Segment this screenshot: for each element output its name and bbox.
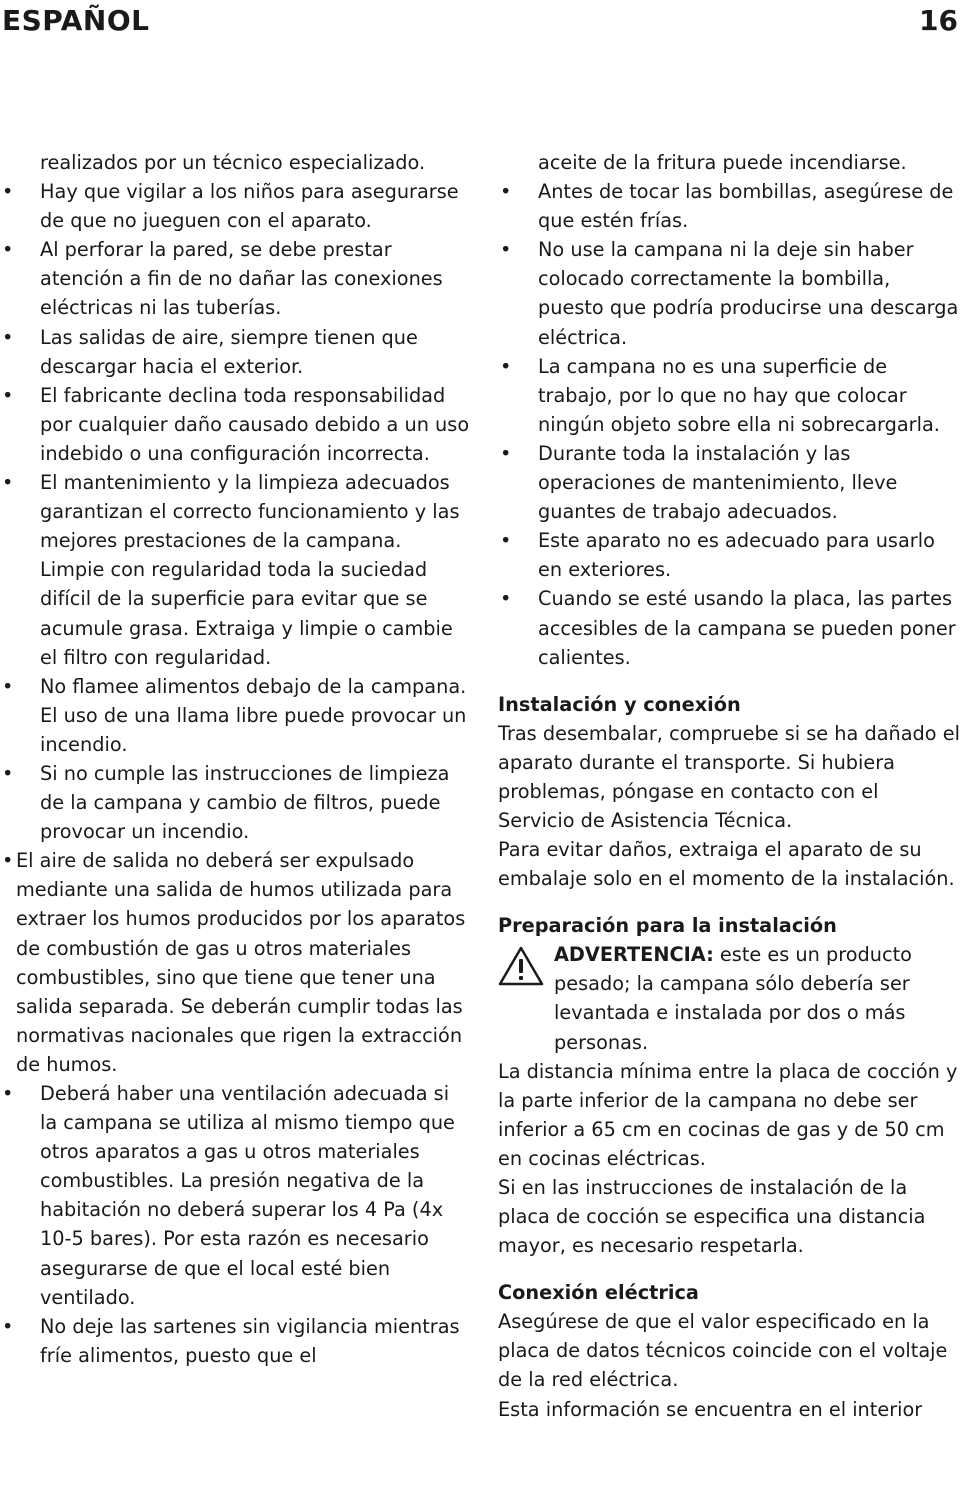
warning-label: ADVERTENCIA: <box>554 943 714 967</box>
left-column <box>0 148 470 1370</box>
section-title-electrical: Conexión eléctrica <box>498 1281 699 1305</box>
safety-list-left <box>0 177 470 1370</box>
list-item: • El aire de salida no deberá ser expulsado mediante una salida de humos utilizada para extraer los humos producidos por los aparatos de combustión de gas u otros materiales combustibles, sino que tiene que tener una salida separada. Se deberán cumplir todas las normativas nacionales que rigen la extracción de humos. <box>0 846 470 1079</box>
installation-text: Tras desembalar, compruebe si se ha dañado el aparato durante el transporte. Si hubiera problemas, póngase en contacto con el Servicio de Asistencia Técnica. <box>498 721 960 832</box>
continuation-text: aceite de la fritura puede incendiarse. <box>538 151 907 174</box>
list-item: • La campana no es una superficie de trabajo, por lo que no hay que colocar ningún objeto sobre ella ni sobrecargarla. <box>498 352 960 439</box>
page-number: 16 <box>919 4 958 37</box>
page-header <box>0 0 960 46</box>
list-item: • Antes de tocar las bombillas, asegúrese de que estén frías. <box>498 177 960 235</box>
warning-block <box>498 940 960 1056</box>
list-item: • No use la campana ni la deje sin haber colocado correctamente la bombilla, puesto que podría producirse una descarga eléctrica. <box>498 235 960 351</box>
list-item: • Deberá haber una ventilación adecuada si la campana se utiliza al mismo tiempo que otros aparatos a gas u otros materiales combustibles. La presión negativa de la habitación no deberá superar los 4 Pa (4x 10-5 bares). Por esta razón es necesario asegurarse de que el local esté bien ventilado. <box>0 1079 470 1312</box>
list-item: • No flamee alimentos debajo de la campana. El uso de una llama libre puede provocar un incendio. <box>0 672 470 759</box>
section-title-installation: Instalación y conexión <box>498 692 741 716</box>
electrical-text: Esta información se encuentra en el interior <box>498 1397 923 1421</box>
list-item: • Durante toda la instalación y las operaciones de mantenimiento, lleve guantes de trabajo adecuados. <box>498 439 960 526</box>
list-item: • Este aparato no es adecuado para usarlo en exteriores. <box>498 526 960 584</box>
language-label: ESPAÑOL <box>2 4 150 37</box>
electrical-text: Asegúrese de que el valor especificado en la placa de datos técnicos coincide con el voltaje de la red eléctrica. <box>498 1310 948 1392</box>
preparation-text: Si en las instrucciones de instalación de la placa de cocción se especifica una distancia mayor, es necesario respetarla. <box>498 1176 926 1258</box>
list-item: • Al perforar la pared, se debe prestar atención a fin de no dañar las conexiones eléctricas ni las tuberías. <box>0 235 470 322</box>
warning-text: ADVERTENCIA: este es un producto pesado; la campana sólo debería ser levantada e instalada por dos o más personas. <box>554 943 912 1054</box>
preparation-text: La distancia mínima entre la placa de cocción y la parte inferior de la campana no debe ser inferior a 65 cm en cocinas de gas y de 50 cm en cocinas eléctricas. <box>498 1059 958 1170</box>
section-title-preparation: Preparación para la instalación <box>498 914 837 938</box>
right-column <box>498 148 960 1424</box>
safety-list-right <box>498 177 960 672</box>
list-item: • Cuando se esté usando la placa, las partes accesibles de la campana se pueden poner calientes. <box>498 584 960 671</box>
list-item: • Si no cumple las instrucciones de limpieza de la campana y cambio de filtros, puede provocar un incendio. <box>0 759 470 846</box>
warning-triangle-icon <box>498 946 544 986</box>
list-item: • No deje las sartenes sin vigilancia mientras fríe alimentos, puesto que el <box>0 1312 470 1370</box>
list-item: • Hay que vigilar a los niños para asegurarse de que no jueguen con el aparato. <box>0 177 470 235</box>
list-item: • El fabricante declina toda responsabilidad por cualquier daño causado debido a un uso indebido o una configuración incorrecta. <box>0 381 470 468</box>
list-item: • El mantenimiento y la limpieza adecuados garantizan el correcto funcionamiento y las mejores prestaciones de la campana. Limpie con regularidad toda la suciedad difícil de la superficie para evitar que se acumule grasa. Extraiga y limpie o cambie el filtro con regularidad. <box>0 468 470 672</box>
continuation-text: realizados por un técnico especializado. <box>40 151 426 174</box>
installation-text: Para evitar daños, extraiga el aparato de su embalaje solo en el momento de la instalación. <box>498 838 955 891</box>
list-item: • Las salidas de aire, siempre tienen que descargar hacia el exterior. <box>0 323 470 381</box>
